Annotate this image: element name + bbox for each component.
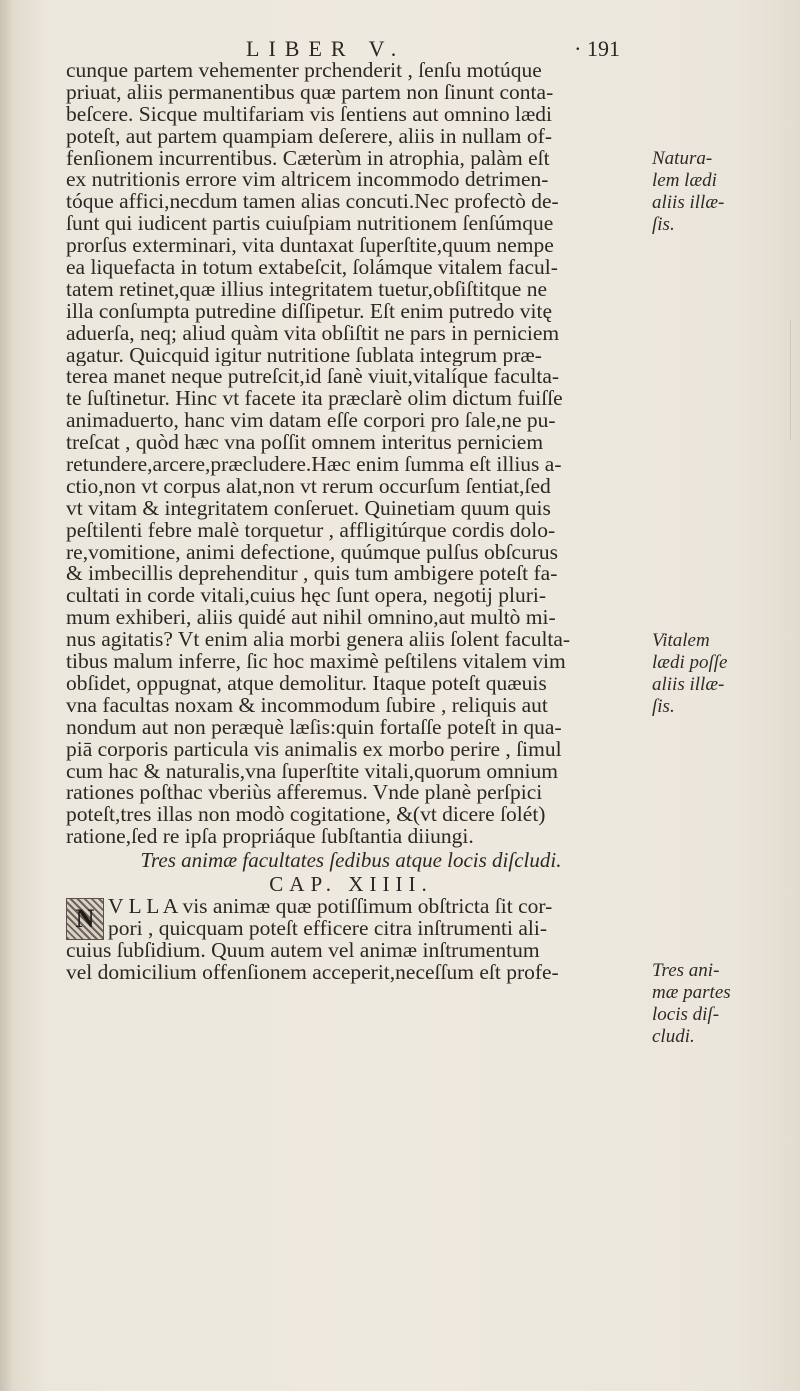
margin-note-line: cludi. [652,1026,695,1047]
margin-note-three-parts [652,960,792,1048]
chapter-opening [66,896,636,984]
chapter-lines [66,896,636,984]
text-line: poteſt,tres illas non modò cogitatione, &(vt dicere ſolét) [66,804,546,827]
text-line: ea liquefacta in totum extabeſcit, ſolámque vitalem facul- [66,257,558,279]
text-line: te ſuſtinetur. Hinc vt facete ita præclarè olim dictum fuiſſe [66,388,563,411]
body-lines [66,60,636,848]
text-line: tatem retinet,quæ illius integritatem tuetur,obſiſtitque ne [66,278,547,301]
text-line: priuat, aliis permanentibus quæ partem non ſinunt conta- [66,81,554,104]
text-line: agatur. Quicquid igitur nutritione ſublata integrum præ- [66,344,542,367]
text-line: cunque partem vehementer prchenderit , ſenſu motúque [66,60,542,82]
text-line: mum exhiberi, aliis quidé aut nihil omnino,aut multò mi- [66,607,556,630]
text-line: rationes poſthac vberiùs afferemus. Vnde planè perſpici [66,782,543,805]
text-line: cum hac & naturalis,vna ſuperſtite vitali,quorum omnium [66,760,559,783]
margin-note-line: Natura- [652,148,713,169]
page-rule [790,320,791,440]
text-line: piā corporis particula vis animalis ex morbo perire , ſimul [66,738,562,761]
margin-note-line: locis diſ- [652,1004,720,1025]
decorated-initial: N [66,898,104,940]
text-line: peſtilenti febre malè torquetur , affligitúrque cordis dolo- [66,519,556,542]
text-line: fenſionem incurrentibus. Cæterùm in atrophia, palàm eſt [66,147,550,170]
margin-note-line: Tres ani- [652,960,720,981]
margin-note-line: ſis. [652,696,675,717]
text-line: nus agitatis? Vt enim alia morbi genera aliis ſolent faculta- [66,629,571,652]
text-line: obſidet, oppugnat, atque demolitur. Itaque poteſt quæuis [66,672,547,695]
chapter-text-line: pori , quicquam poteſt efficere citra inſtrumenti ali- [108,917,547,940]
text-line: vt vitam & integritatem conſeruet. Quinetiam quum quis [66,497,551,520]
text-line: terea manet neque putreſcit,id ſanè viuit,vitalíque faculta- [66,366,560,389]
margin-note-vital [652,630,792,718]
margin-note-line: aliis illæ- [652,674,725,695]
text-line: re,vomitione, animi defectione, quúmque pulſus obſcurus [66,541,559,564]
body-text [66,60,636,984]
chapter-text-line: V L L A vis animæ quæ potiſſimum obſtricta ſit cor- [108,896,553,918]
text-line: aduerſa, neq; aliud quàm vita obſiſtit ne pars in perniciem [66,322,560,345]
text-line: beſcere. Sicque multifariam vis ſentiens aut omnino lædi [66,103,553,126]
text-line: nondum aut non peræquè læſis:quin fortaſſe poteſt in qua- [66,716,562,739]
text-line: poteſt, aut partem quampiam deſerere, aliis in nullam of- [66,125,552,148]
text-line: animaduerto, hanc vim datam eſſe corpori pro ſale,ne pu- [66,410,556,433]
text-line: illa conſumpta putredine diſſipetur. Eſt enim putredo vitę [66,300,553,323]
margin-note-line: lædi poſſe [652,652,728,673]
margin-note-natural [652,148,792,236]
text-line: ctio,non vt corpus alat,non vt rerum occurſum ſentiat,ſed [66,475,551,498]
text-line: ratione,ſed re ipſa propriáque ſubſtantia diiungi. [66,826,474,849]
margin-note-line: aliis illæ- [652,192,725,213]
section-heading: Tres animæ facultates ſedibus atque locis diſcludi. [140,848,562,873]
chapter-text-line: vel domicilium offenſionem acceperit,neceſſum eſt profe- [66,961,559,984]
margin-note-line: ſis. [652,214,675,235]
text-line: & imbecillis deprehenditur , quis tum ambigere poteſt fa- [66,563,558,586]
margin-note-line: mæ partes [652,982,731,1003]
running-title: LIBER V. [246,36,406,61]
margin-note-line: lem lædi [652,170,717,191]
text-line: ex nutritionis errore vim altricem incommodo detrimen- [66,169,549,192]
chapter-label: CAP. XIIII. [269,872,433,897]
chapter-text-line: cuius ſubſidium. Quum autem vel animæ inſtrumentum [66,939,540,962]
text-line: tibus malum inferre, ſic hoc maximè peſtilens vitalem vim [66,651,566,673]
page-binding-edge [0,0,14,1391]
text-line: cultati in corde vitali,cuius hęc ſunt opera, negotij pluri- [66,585,547,608]
text-line: retundere,arcere,præcludere.Hæc enim ſumma eſt illius a- [66,454,562,476]
text-line: prorſus exterminari, vita duntaxat ſuperſtite,quum nempe [66,235,554,258]
page-number: · 191 [574,36,620,61]
text-line: treſcat , quòd hæc vna poſſit omnem interitus perniciem [66,432,544,455]
text-line: vna facultas noxam & incommodum ſubire , reliquis aut [66,694,548,717]
text-line: ſunt qui iudicent partis cuiuſpiam nutritionem ſenſúmque [66,213,554,236]
margin-note-line: Vitalem [652,630,710,651]
text-line: tóque affici,necdum tamen alias concuti.Nec profectò de- [66,191,559,214]
